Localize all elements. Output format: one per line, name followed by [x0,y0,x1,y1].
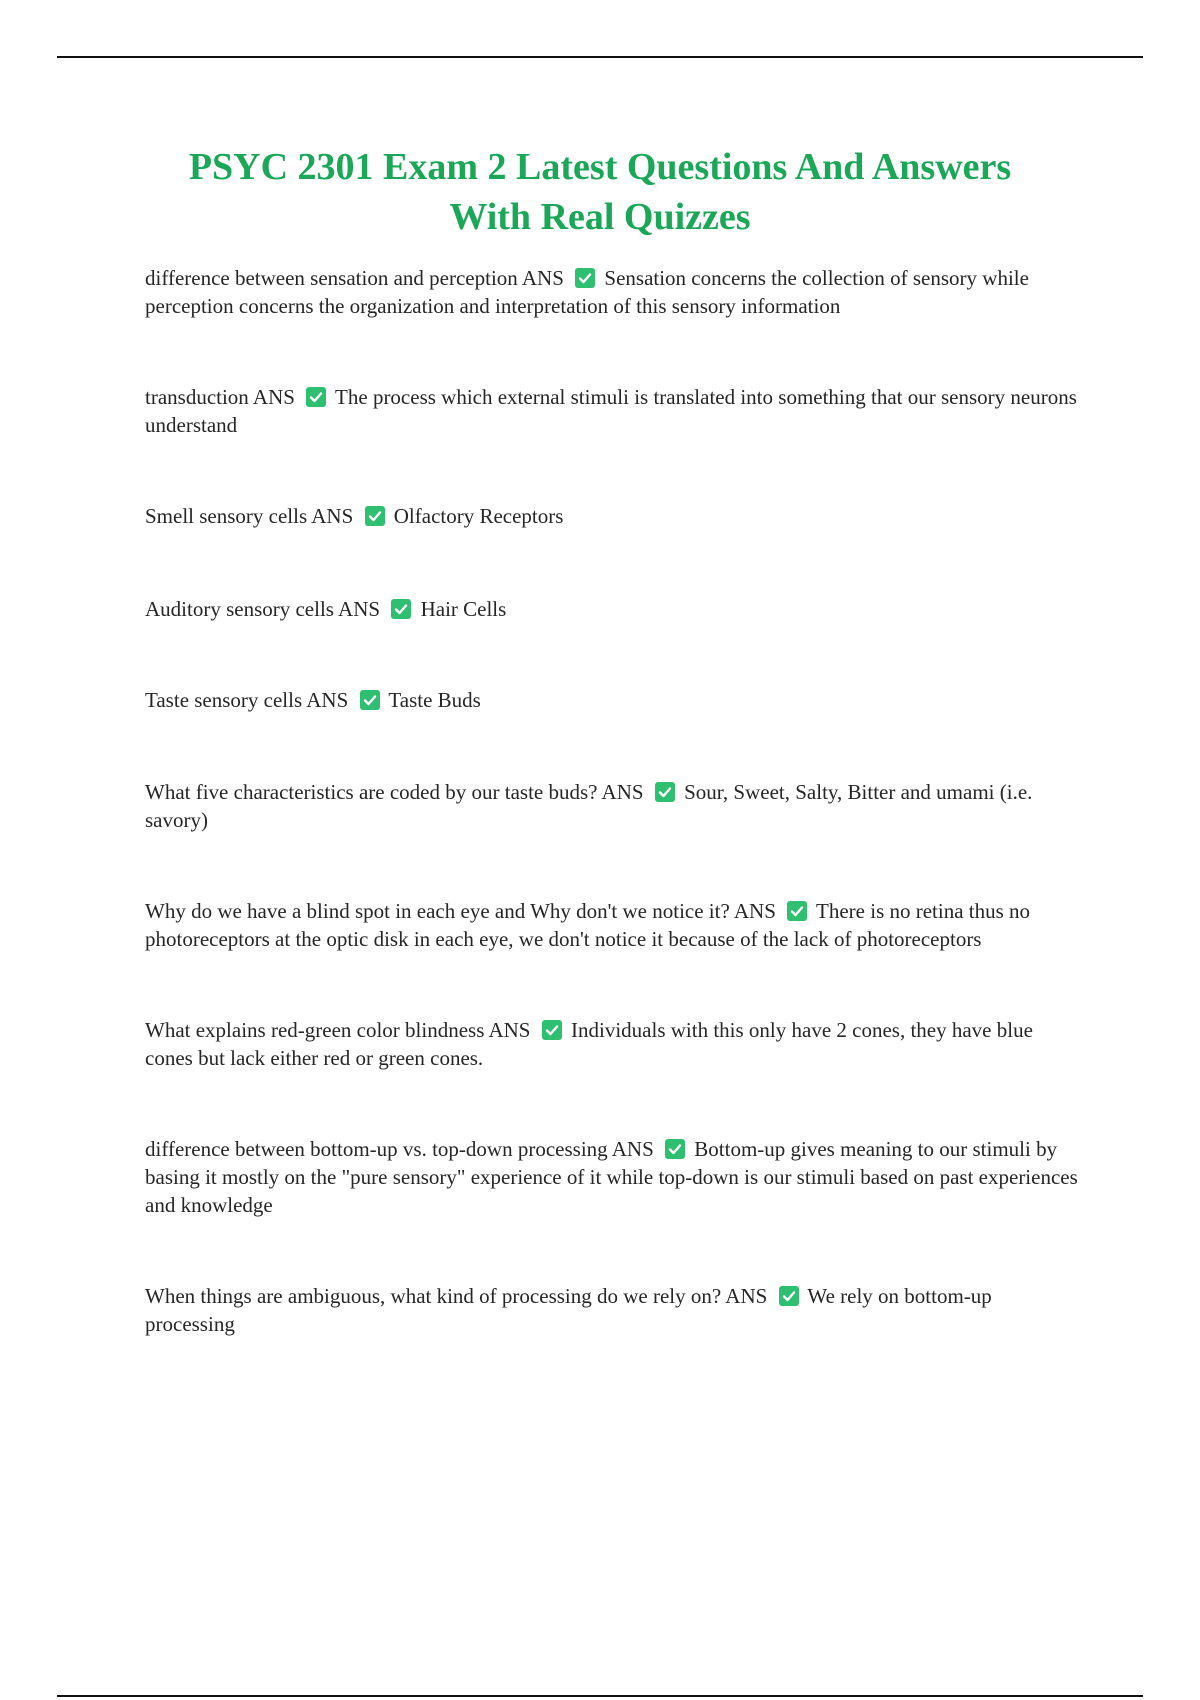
title-line-1: PSYC 2301 Exam 2 Latest Questions And Answers [188,146,1012,188]
question-text: What five characteristics are coded by our taste buds? ANS [145,780,649,804]
check-box-icon [655,782,675,802]
question-text: Why do we have a blind spot in each eye and Why don't we notice it? ANS [145,899,782,923]
answer-text: The process which external stimuli is translated into something that our sensory neurons understand [145,385,1077,437]
question-text: Smell sensory cells ANS [145,504,359,528]
qa-item [145,502,1085,530]
question-text: difference between sensation and perception ANS [145,266,570,290]
question-text: When things are ambiguous, what kind of processing do we rely on? ANS [145,1284,773,1308]
qa-item [145,1016,1085,1072]
question-text: transduction ANS [145,385,301,409]
check-box-icon [391,599,411,619]
answer-text: Hair Cells [415,597,507,621]
question-text: difference between bottom-up vs. top-down processing ANS [145,1137,660,1161]
check-box-icon [365,506,385,526]
top-rule [57,56,1143,58]
answer-text: Olfactory Receptors [388,504,564,528]
page-title [120,142,1080,242]
check-box-icon [665,1139,685,1159]
question-text: Taste sensory cells ANS [145,688,354,712]
qa-item [145,778,1085,834]
check-box-icon [779,1286,799,1306]
bottom-rule [57,1695,1143,1697]
title-line-2: With Real Quizzes [449,196,751,238]
answer-text: We rely on bottom-up processing [145,1284,992,1336]
qa-item [145,383,1085,439]
answer-text: Individuals with this only have 2 cones, they have blue cones but lack either red or green cones. [145,1018,1033,1070]
answer-text: There is no retina thus no photoreceptors at the optic disk in each eye, we don't notice it because of the lack of photoreceptors [145,899,1031,951]
qa-item [145,264,1085,320]
check-box-icon [306,387,326,407]
check-box-icon [787,901,807,921]
question-text: Auditory sensory cells ANS [145,597,386,621]
qa-item [145,1135,1085,1219]
qa-item [145,1282,1085,1338]
question-text: What explains red-green color blindness ANS [145,1018,536,1042]
answer-text: Taste Buds [383,688,481,712]
qa-item [145,686,1085,714]
check-box-icon [575,268,595,288]
qa-item [145,595,1085,623]
answer-text: Sour, Sweet, Salty, Bitter and umami (i.e. savory) [145,780,1033,832]
check-box-icon [542,1020,562,1040]
qa-item [145,897,1085,953]
check-box-icon [360,690,380,710]
answer-text: Sensation concerns the collection of sensory while perception concerns the organization and interpretation of this sensory information [145,266,1029,318]
answer-text: Bottom-up gives meaning to our stimuli by basing it mostly on the "pure sensory" experience of it while top-down is our stimuli based on past experiences and knowledge [145,1137,1078,1217]
